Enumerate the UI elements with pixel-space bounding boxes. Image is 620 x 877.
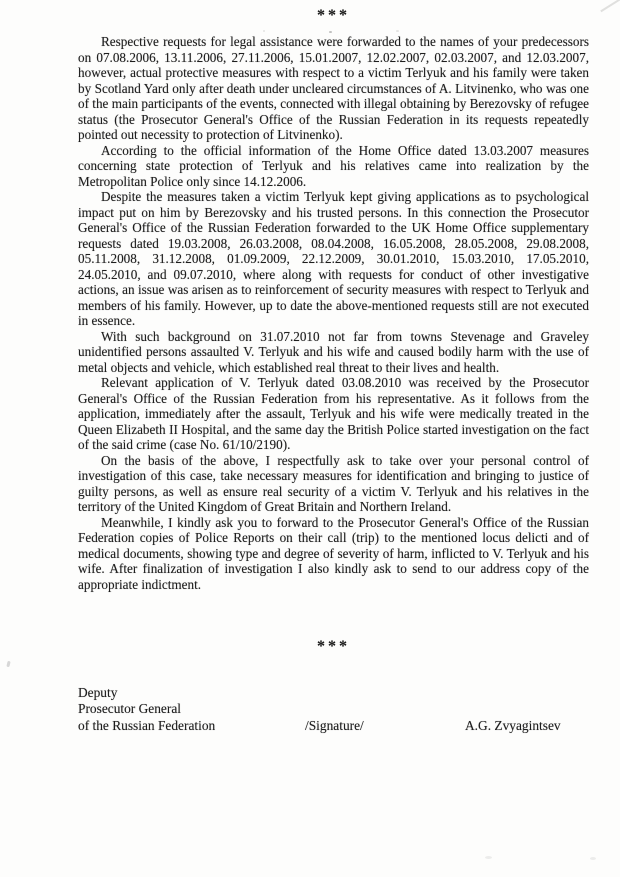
signatory-name: A.G. Zvyagintsev xyxy=(465,718,561,733)
letter-body xyxy=(78,34,589,592)
signature-placeholder: /Signature/ xyxy=(305,718,364,733)
scan-corner-artifact xyxy=(600,0,620,12)
paragraph: Despite the measures taken a victim Terlyuk kept giving applications as to psychological impact put on him by Berezovsky and his trusted persons. In this connection the Prosecutor General's Office of the Russian Federation forwarded to the UK Home Office supplementary requests dated 19.03.2008, 26.03.2008, 08.04.2008, 16.05.2008, 28.05.2008, 29.08.2008, 05.11.2008, 31.12.2008, 01.09.2009, 22.12.2009, 30.01.2010, 15.03.2010, 17.05.2010, 24.05.2010, and 09.07.2010, where along with requests for conduct of other investigative actions, an issue was arisen as to reinforcement of security measures with respect to Terlyuk and members of his family. However, up to date the above-mentioned requests still are not executed in essence. xyxy=(78,189,589,328)
section-separator-top: *** xyxy=(317,7,350,24)
signature-block xyxy=(78,685,578,741)
paragraph: With such background on 31.07.2010 not far from towns Stevenage and Graveley unidentified persons assaulted V. Terlyuk and his wife and caused bodily harm with the use of metal objects and vehicle, which established real threat to their lives and health. xyxy=(78,328,589,375)
paragraph: Respective requests for legal assistance were forwarded to the names of your predecessors on 07.08.2006, 13.11.2006, 27.11.2006, 15.01.2007, 12.02.2007, 02.03.2007, and 12.03.2007, however, actual protective measures with respect to a victim Terlyuk and his family were taken by Scotland Yard only after death under uncleared circumstances of A. Litvinenko, who was one of the main participants of the events, connected with illegal obtaining by Berezovsky of refugee status (the Prosecutor General's Office of the Russian Federation in its requests repeatedly pointed out necessity to protection of Litvinenko). xyxy=(78,34,589,142)
paragraph: On the basis of the above, I respectfully ask to take over your personal control of investigation of this case, take necessary measures for identification and bringing to justice of guilty persons, as well as ensure real security of a victim V. Terlyuk and his relatives in the territory of the United Kingdom of Great Britain and Northern Ireland. xyxy=(78,452,589,514)
section-separator-bottom: *** xyxy=(317,638,350,655)
signatory-title-line: Deputy xyxy=(78,685,118,700)
signatory-title-line: of the Russian Federation xyxy=(78,717,216,733)
paragraph: According to the official information of the Home Office dated 13.03.2007 measures concerning state protection of Terlyuk and his relatives came into realization by the Metropolitan Police only since 14.12.2006. xyxy=(78,142,589,189)
scan-speck xyxy=(263,30,265,32)
paragraph: Relevant application of V. Terlyuk dated 03.08.2010 was received by the Prosecutor General's Office of the Russian Federation from his representative. As it follows from the application, immediately after the assault, Terlyuk and his wife were medically treated in the Queen Elizabeth II Hospital, and the same day the British Police started investigation on the fact of the said crime (case No. 61/10/2190). xyxy=(78,375,589,452)
scan-speck xyxy=(485,856,492,859)
scan-speck xyxy=(396,30,399,32)
scan-speck xyxy=(329,31,332,33)
scan-speck xyxy=(590,857,596,860)
paragraph: Meanwhile, I kindly ask you to forward to the Prosecutor General's Office of the Russian Federation copies of Police Reports on their call (trip) to the mentioned locus delicti and of medical documents, showing type and degree of severity of harm, inflicted to V. Terlyuk and his wife. After finalization of investigation I also kindly ask to send to our address copy of the appropriate indictment. xyxy=(78,514,589,592)
signatory-title-line: Prosecutor General xyxy=(78,701,181,717)
scan-speck xyxy=(6,661,10,668)
